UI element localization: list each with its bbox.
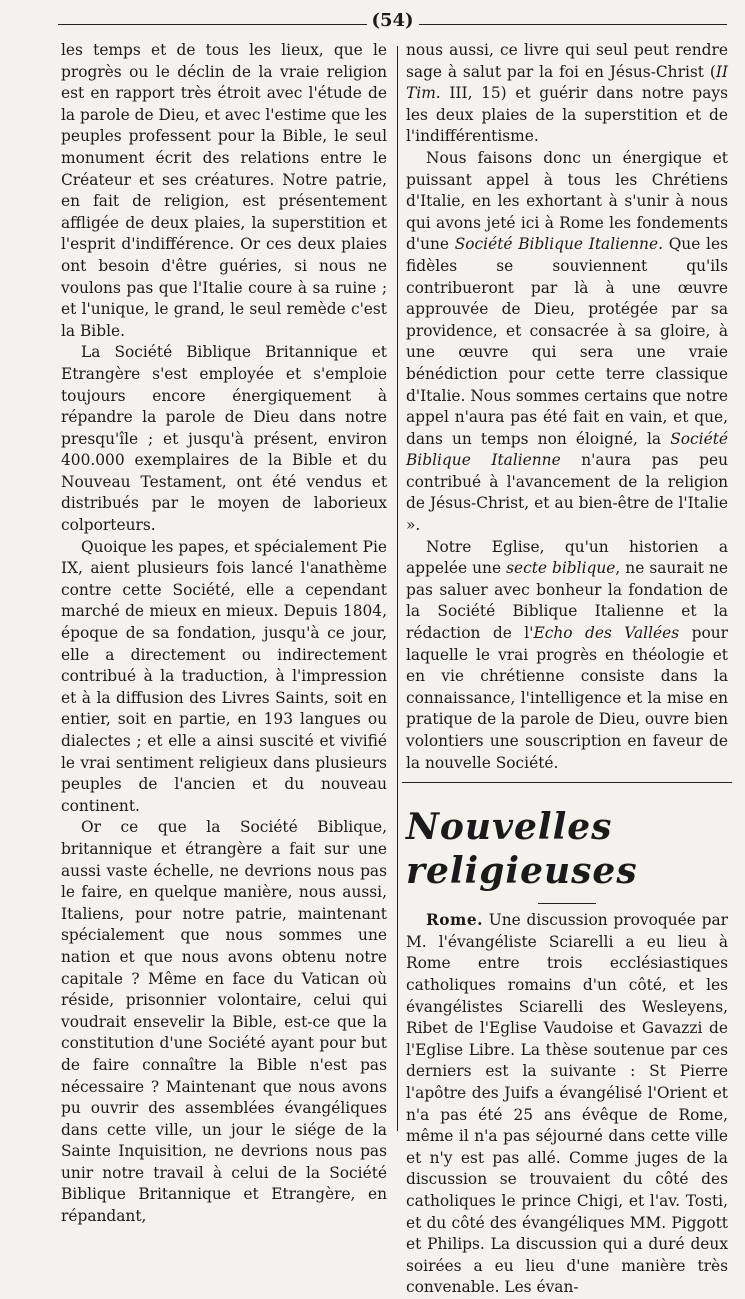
- rubric-rome: Rome.: [426, 911, 483, 930]
- text-run: III, 15) et guérir dans notre pays les deux plaies de la superstition et de l'indifférentisme.: [406, 84, 728, 146]
- left-column: [61, 40, 387, 1228]
- text-run: Une discussion provoquée par M. l'évangéliste Sciarelli a eu lieu à Rome entre trois ecclésiastiques catholiques romains d'un côté, et les évangélistes Sciarelli des Wesleyens, Ribet de l'Eglise Vaudoise et Gavazzi de l'Eglise Libre. La thèse soutenue par ces derniers est la suivante : St Pierre l'apôtre des Juifs a évangélisé l'Orient et n'a pas été 25 ans évêque de Rome, même il n'a pas séjourné dans cette ville et n'y est pas allé. Comme juges de la discussion se trouvaient du côté des catholiques le prince Chigi, et l'av. Tosti, et du côté des évangéliques MM. Piggott et Philips. La discussion qui a duré deux soirées a eu lieu d'une manière très convenable. Les évan-: [406, 911, 728, 1297]
- right-column: [406, 40, 728, 1299]
- emphasis: Société Biblique Italienne: [406, 429, 728, 470]
- text-run: pour laquelle le vrai progrès en théologie et en vie chrétienne consiste dans la connaissance, l'intelligence et la mise en pratique de la parole de Dieu, ouvre bien volontiers une souscription en faveur de la nouvelle Société.: [406, 624, 729, 772]
- page-header: [58, 10, 727, 40]
- title-rule: [538, 903, 596, 904]
- text-run: nous aussi, ce livre qui seul peut rendre sage à salut par la foi en Jésus-Christ (: [406, 41, 728, 81]
- text-run: n'aura pas peu contribué à l'avancement de la religion de Jésus-Christ, et au bien-être de l'Italie ».: [406, 451, 728, 535]
- section-title: Nouvelles religieuses: [406, 806, 638, 893]
- column-divider: [397, 46, 398, 1131]
- text-run: Nous faisons donc un énergique et puissant appel à tous les Chrétiens d'Italie, en les exhortant à s'unir à nous qui avons jeté ici à Rome les fondements d'une: [406, 148, 728, 254]
- scripture-reference: II Tim.: [406, 62, 728, 103]
- left-paragraph-1: les temps et de tous les lieux, que le progrès ou le déclin de la vraie religion est en rapport très étroit avec l'étude de la parole de Dieu, et avec l'estime que les peuples professent pour la Bible, le seul monument écrit des relations entre le Créateur et ses créatures. Notre patrie, en fait de religion, est présentement affligée de deux plaies, la superstition et l'esprit d'indifférence. Or ces deux plaies ont besoin d'être guéries, si nous ne voulons pas que l'Italie coure à sa ruine ; et l'unique, le grand, le seul remède c'est la Bible.: [61, 41, 387, 340]
- right-paragraph-1: [406, 40, 728, 148]
- page-number: (54): [366, 10, 418, 31]
- right-paragraph-4: [406, 910, 728, 1299]
- emphasis: Société Biblique Italienne.: [454, 235, 663, 254]
- emphasis: secte biblique: [506, 559, 616, 578]
- section-separator: [402, 782, 732, 783]
- text-run: , ne saurait ne pas saluer avec bonheur la fondation de la Société Biblique Italienne et la rédaction de l': [406, 559, 728, 643]
- text-run: Notre Eglise, qu'un historien a appelée une: [406, 537, 728, 578]
- right-paragraph-3: [406, 537, 728, 775]
- left-paragraph-2: La Société Biblique Britannique et Etrangère s'est employée et s'emploie toujours encore énergiquement à répandre la parole de Dieu dans notre presqu'île ; et jusqu'à présent, environ 400.000 exemplaires de la Bible et du Nouveau Testament, ont été vendus et distribués par le moyen de laborieux colporteurs.: [61, 343, 387, 535]
- emphasis: Echo des Vallées: [533, 624, 680, 643]
- right-paragraph-2: [406, 148, 728, 537]
- text-run: Que les fidèles se souviennent qu'ils contribueront par là à une œuvre approuvée de Dieu, protégée par sa providence, et consacrée à sa gloire, à une œuvre qui sera une vraie bénédiction pour cette terre classique d'Italie. Nous sommes certains que notre appel n'aura pas été fait en vain, et que, dans un temps non éloigné, la: [406, 235, 728, 448]
- left-paragraph-3: Quoique les papes, et spécialement Pie IX, aient plusieurs fois lancé l'anathème contre cette Société, elle a cependant marché de mieux en mieux. Depuis 1804, époque de sa fondation, jusqu'à ce jour, elle a directement ou indirectement contribué à la traduction, à l'impression et à la diffusion des Livres Saints, soit en entier, soit en partie, en 193 langues ou dialectes ; et elle a ainsi suscité et vivifié le vrai sentiment religieux dans plusieurs peuples de l'ancien et du nouveau continent.: [61, 537, 387, 815]
- left-paragraph-4: Or ce que la Société Biblique, britannique et étrangère a fait sur une aussi vaste échelle, ne devrions nous pas le faire, en quelque manière, nous aussi, Italiens, pour notre patrie, maintenant spécialement que nous sommes une nation et que nous avons obtenu notre capitale ? Même en face du Vatican où réside, prisonnier volontaire, celui qui voudrait ensevelir la Bible, est-ce que la constitution d'une Société ayant pour but de faire connaître la Bible n'est pas nécessaire ? Maintenant que nous avons pu ouvrir des assemblées évangéliques dans cette ville, un jour le siége de la Sainte Inquisition, ne devrions nous pas unir notre travail à celui de la Société Biblique Britannique et Etrangère, en répandant,: [61, 818, 387, 1226]
